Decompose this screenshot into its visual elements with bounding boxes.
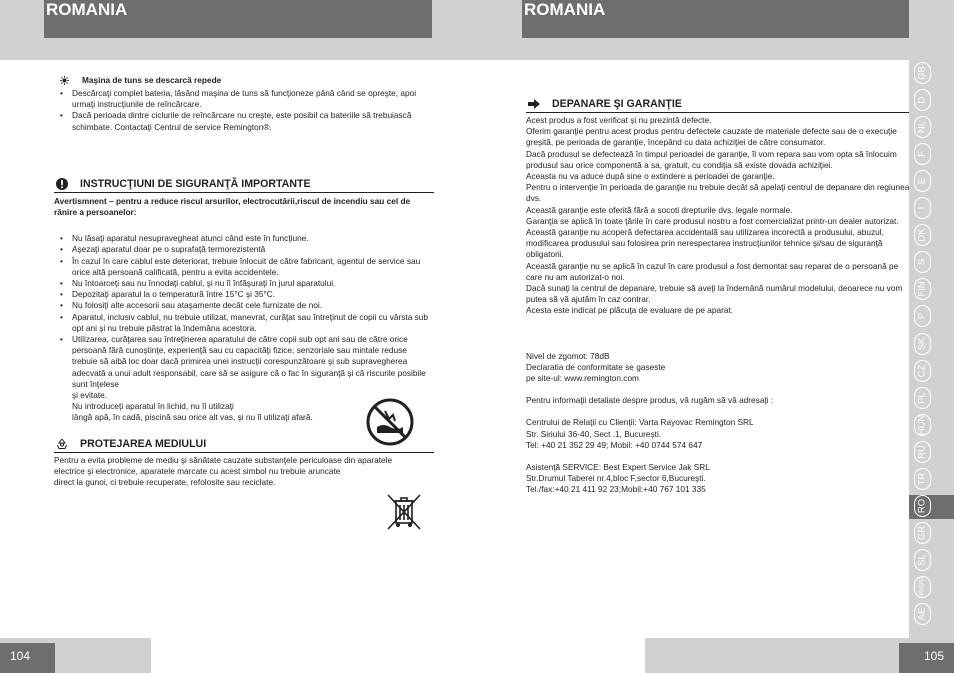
right-column xyxy=(526,95,910,496)
center-name: Centrului de Relaţii cu Clienţii: Varta Rayovac Remington SRL xyxy=(526,417,754,428)
page-number-left: 104 xyxy=(0,643,55,673)
no-water-icon xyxy=(365,397,415,447)
tab-i[interactable] xyxy=(909,197,954,221)
tab-ae[interactable] xyxy=(909,603,954,627)
safety-warning: Avertismnent – pentru a reduce riscul arsurilor, electrocutării,riscul de incendiu sau cel de rănire a persoanelor: xyxy=(54,195,411,218)
service-text xyxy=(526,115,910,317)
tab-hun[interactable] xyxy=(909,414,954,438)
tab-label: SL xyxy=(916,554,928,566)
battery-heading: Maşina de tuns se descarcă repede xyxy=(82,75,222,85)
list-item: • Dacă perioada dintre ciclurile de reîncărcare nu creşte, este posibil ca bateriile să trebuiască schimbate. Contactaţi Centrul de service Remington®. xyxy=(60,110,434,132)
tab-label: GR xyxy=(916,525,928,540)
tab-label: RO xyxy=(916,498,928,513)
tab-e[interactable] xyxy=(909,170,954,194)
tab-p[interactable] xyxy=(909,305,954,329)
tab-label: PL xyxy=(916,391,928,404)
tab-label: F xyxy=(916,151,928,158)
safety-tail-3: lângă apă, în cadă, piscină sau orice alt vas, şi nu îl utilizaţi afară. xyxy=(72,412,313,423)
service-line: Oferim garanţie pentru acest produs pentru defectele cauzate de materiale defecte sau de o execuţie greşită, pe perioada de garanţie, începând cu data achiziţiei de către consumator. xyxy=(526,126,897,148)
safety-list xyxy=(60,233,430,390)
tab-f[interactable] xyxy=(909,143,954,167)
tab-label: HUN xyxy=(916,414,928,435)
declaration-line-1: Declaratia de conformitate se gaseste xyxy=(526,361,666,372)
center-phone: Tel: +40 21 352 29 49; Mobil: +40 0744 574 647 xyxy=(526,439,703,450)
list-item: • Nu lăsaţi aparatul nesupravegheat atunci când este în funcţiune. xyxy=(60,233,430,244)
tab-d[interactable] xyxy=(909,89,954,113)
tab-label: TR xyxy=(916,472,928,486)
tab-label: D xyxy=(916,96,928,104)
service-line: Această garanţie nu se aplică în cazul în care produsul a fost demontat sau reparat de o persoană pe care nu am autorizat-o noi. xyxy=(526,260,899,282)
tab-hr-srb[interactable] xyxy=(909,576,954,600)
contact-intro: Pentru informaţii detaliate despre produs, vă rugăm să vă adresaţi : xyxy=(526,395,774,406)
service-line: Pentru o intervenţie în perioada de garanţie nu trebuie decât să apelaţi centrul de depanare din regiunea dvs. xyxy=(526,182,910,204)
service-line: Dacă sunaţi la centrul de depanare, trebuie să aveţi la îndemână numărul modelului, deoarece nu vom putea să vă ajutăm în caz contrar. xyxy=(526,283,903,305)
noise-level: Nivel de zgomot: 78dB xyxy=(526,350,610,361)
service-header xyxy=(526,95,910,113)
battery-section xyxy=(60,74,434,133)
list-item: • Aşezaţi aparatul doar pe o suprafaţă termorezistentă xyxy=(60,244,430,255)
list-item: • Nu folosiţi alte accesorii sau ataşamente decât cele furnizate de noi. xyxy=(60,300,430,311)
tab-gr[interactable] xyxy=(909,522,954,546)
tab-pl[interactable] xyxy=(909,387,954,411)
tab-s[interactable] xyxy=(909,251,954,275)
right-page-title: ROMANIA xyxy=(522,0,909,38)
tab-ro[interactable] xyxy=(909,495,954,519)
list-item: • Nu întoarceţi sau nu înnodaţi cablul, şi nu îl înfăşuraţi în jurul aparatului. xyxy=(60,278,430,289)
environment-line-1: Pentru a evita probleme de mediu şi sănătate cauzate substanţele periculoase din aparatele xyxy=(54,454,393,465)
tab-label: GB xyxy=(916,66,928,80)
service-address: Str.Drumul Taberei nr.4,bloc F,sector 6,Bucureşti. xyxy=(526,473,706,484)
tab-gb[interactable] xyxy=(909,62,954,86)
center-address: Str. Siriului 36-40, Sect .1, Bucureşti. xyxy=(526,428,662,439)
service-name: Asistenţă SERVICE: Best Expert Service Jak SRL xyxy=(526,462,710,473)
arrow-right-icon xyxy=(528,98,540,110)
service-line: Această garanţie nu acoperă defectarea accidentală sau utilizarea incorectă a produsului, abuzul, modificarea produsului sau folosirea prin nerespectarea instrucţiunilor tehnice şi/sau de siguranţă obligatorii. xyxy=(526,227,884,260)
list-item: • Descărcaţi complet bateria, lăsând maşina de tuns să funcţioneze până când se opreşte, apoi urmaţi instrucţiunile de reîncărcare. xyxy=(60,88,434,110)
tab-tr[interactable] xyxy=(909,468,954,492)
exclamation-icon xyxy=(56,178,68,190)
safety-tail-2: Nu introduceţi aparatul în lichid, nu îl utilizaţi xyxy=(72,401,234,412)
declaration-line-2: pe site-ul: www.remington.com xyxy=(526,373,639,384)
tab-label: CZ xyxy=(916,364,928,377)
service-line: Garanţia se aplică în toate ţările în care produsul nostru a fost comercializat printr-un dealer autorizat. xyxy=(526,215,899,226)
crossed-bin-icon xyxy=(386,493,422,531)
tab-label: AE xyxy=(916,607,928,621)
page-number-right: 105 xyxy=(899,643,954,673)
service-line: Aceasta nu va aduce după sine o extindere a perioadei de garanţie. xyxy=(526,171,775,182)
tab-sk[interactable] xyxy=(909,333,954,357)
safety-heading: INSTRUCŢIUNI DE SIGURANŢĂ IMPORTANTE xyxy=(80,177,311,190)
battery-list xyxy=(60,88,434,133)
environment-line-2: electrice şi electronice, aparatele marcate cu acest simbol nu trebuie aruncate xyxy=(54,465,341,476)
list-item: • Aparatul, inclusiv cablul, nu trebuie utilizat, manevrat, curăţat sau întreţinut de copii cu vârsta sub opt ani şi nu trebuie păstrat la îndemâna acestora. xyxy=(60,312,430,334)
service-line: Acest produs a fost verificat şi nu prezintă defecte. xyxy=(526,115,712,125)
tab-fin[interactable] xyxy=(909,278,954,302)
tab-label: SK xyxy=(916,337,928,350)
language-tabs xyxy=(909,60,954,638)
sun-bullet-icon xyxy=(60,76,69,85)
tab-label: RU xyxy=(916,444,928,459)
service-line: Acesta este indicat pe plăcuţa de evaluare de pe aparat. xyxy=(526,305,734,316)
environment-heading: PROTEJAREA MEDIULUI xyxy=(80,437,207,450)
safety-section xyxy=(54,175,434,424)
tab-dk[interactable] xyxy=(909,224,954,248)
list-item: • În cazul în care cablul este deteriorat, trebuie înlocuit de către fabricant, agentul de service sau orice altă persoană calificată, pentru a evita accidentele. xyxy=(60,256,430,278)
tab-label: I xyxy=(916,206,928,210)
safety-tail-1: şi evitate. xyxy=(72,390,108,401)
tab-label: S xyxy=(916,259,928,266)
tab-cz[interactable] xyxy=(909,360,954,384)
service-line: Dacă produsul se defectează în timpul perioadei de garanţie, îl vom repara sau vom opta să înlocuim produsul sau orice componentă a sa, gratuit, cu condiţia să existe dovada achiziţiei. xyxy=(526,148,897,170)
list-item: • Utilizarea, curăţarea sau întreţinerea aparatului de către copii sub opt ani sau de către orice persoană fără cunoştinţe, experienţă sau cu capacităţi fizice, senzoriale sau mintale reduse trebuie să aibă loc doar dacă primirea unei instrucţii corespunzătoare şi sub supravegherea adecvată a unui adult responsabil, care să se asigure că o fac în siguranţă şi că riscurile posibile sunt înţelese xyxy=(60,334,430,390)
recycle-icon xyxy=(56,438,68,450)
safety-header xyxy=(54,175,434,193)
left-page-title: ROMANIA xyxy=(44,0,432,38)
service-phone: Tel./fax:+40 21 411 92 23;Mobil:+40 767 101 335 xyxy=(526,484,706,495)
tab-label: DK xyxy=(916,228,928,242)
tab-nl[interactable] xyxy=(909,116,954,140)
tab-label: FIN xyxy=(916,281,928,298)
tab-label: HR/SRB xyxy=(919,575,926,599)
service-heading: DEPANARE ŞI GARANŢIE xyxy=(552,98,682,110)
tab-sl[interactable] xyxy=(909,549,954,573)
info-block xyxy=(526,351,910,496)
tab-ru[interactable] xyxy=(909,441,954,465)
environment-line-3: direct la gunoi, ci trebuie recuperate, refolosite sau reciclate. xyxy=(54,477,276,488)
tab-label: NL xyxy=(916,121,928,134)
list-item: • Depozitaţi aparatul la o temperatură între 15°C şi 35°C. xyxy=(60,289,430,300)
tab-label: E xyxy=(916,178,928,185)
service-line: Această garanţie este oferită fără a socoti drepturile dvs. legale normale. xyxy=(526,204,793,215)
tab-label: P xyxy=(916,313,928,320)
